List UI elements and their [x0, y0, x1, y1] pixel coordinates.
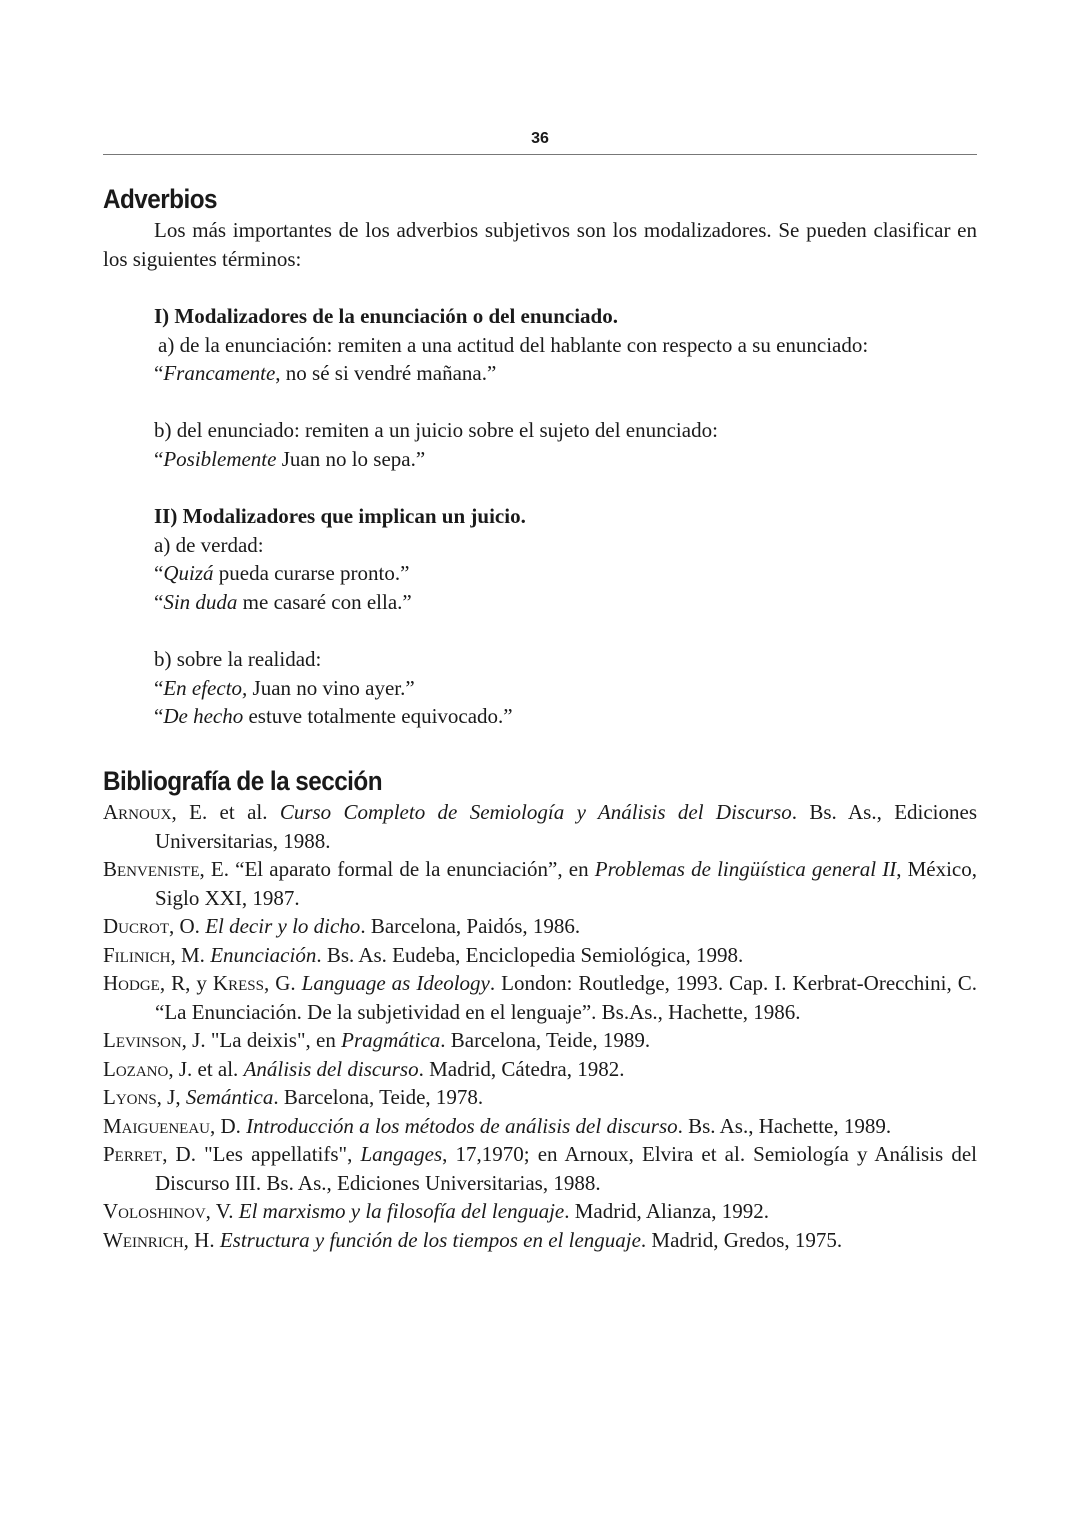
group-2-a-example-1: “Quizá pueda curarse pronto.”	[154, 561, 410, 585]
modalizadores-group-2	[154, 502, 977, 616]
bibliography-entry: Maigueneau, D. Introducción a los métodos de análisis del discurso. Bs. As., Hachette, 1989.	[103, 1113, 892, 1138]
bibliography-list	[103, 798, 977, 1254]
bibliography-entry: Levinson, J. "La deixis", en Pragmática. Barcelona, Teide, 1989.	[103, 1028, 651, 1052]
modalizadores-group-1	[154, 302, 977, 388]
bibliography-entry: Filinich, M. Enunciación. Bs. As. Eudeba, Enciclopedia Semiológica, 1998.	[103, 942, 744, 967]
bibliography-entry: Ducrot, O. El decir y lo dicho. Barcelona, Paidós, 1986.	[103, 914, 581, 938]
group-2-heading: II) Modalizadores que implican un juicio.	[154, 504, 526, 528]
group-1-a-example: “Francamente, no sé si vendré mañana.”	[154, 361, 497, 385]
group-2-b-text: b) sobre la realidad:	[154, 647, 322, 671]
intro-paragraph: Los más importantes de los adverbios subjetivos son los modalizadores. Se pueden clasificar en los siguientes términos:	[103, 218, 977, 271]
page-number: 36	[531, 130, 549, 147]
section-title-adverbios: Adverbios	[103, 184, 217, 214]
group-2-a-example-2: “Sin duda me casaré con ella.”	[154, 589, 412, 614]
bibliography-entry: Arnoux, E. et al. Curso Completo de Semiología y Análisis del Discurso. Bs. As., Ediciones Universitarias, 1988.	[103, 800, 978, 853]
group-1-b-example: “Posiblemente Juan no lo sepa.”	[154, 446, 426, 471]
bibliography-entry: Voloshinov, V. El marxismo y la filosofía del lenguaje. Madrid, Alianza, 1992.	[103, 1199, 769, 1223]
group-2-b-example-1: “En efecto, Juan no vino ayer.”	[154, 675, 415, 700]
bibliography-entry: Lozano, J. et al. Análisis del discurso. Madrid, Cátedra, 1982.	[103, 1056, 625, 1081]
group-1-heading: I) Modalizadores de la enunciación o del enunciado.	[154, 304, 618, 328]
modalizadores-group-2-b	[154, 645, 977, 731]
group-1-b-text: b) del enunciado: remiten a un juicio sobre el sujeto del enunciado:	[154, 418, 718, 442]
bibliography-entry: Perret, D. "Les appellatifs", Langages, 17,1970; en Arnoux, Elvira et al. Semiología y Análisis del Discurso III. Bs. As., Ediciones Universitarias, 1988.	[103, 1142, 977, 1195]
bibliography-entry: Weinrich, H. Estructura y función de los tiempos en el lenguaje. Madrid, Gredos, 1975.	[103, 1227, 843, 1252]
section-title-bibliografia: Bibliografía de la sección	[103, 766, 382, 796]
header-rule	[103, 154, 977, 155]
group-2-a-text: a) de verdad:	[154, 532, 264, 557]
group-2-b-example-2: “De hecho estuve totalmente equivocado.”	[154, 704, 513, 728]
bibliography-entry: Benveniste, E. “El aparato formal de la enunciación”, en Problemas de lingüística general II, México, Siglo XXI, 1987.	[103, 857, 977, 910]
bibliography-entry: Lyons, J, Semántica. Barcelona, Teide, 1978.	[103, 1085, 484, 1109]
group-1-a-text: a) de la enunciación: remiten a una actitud del hablante con respecto a su enunciado:	[158, 332, 869, 357]
modalizadores-group-1-b	[154, 416, 977, 473]
bibliography-entry: Hodge, R, y Kress, G. Language as Ideology. London: Routledge, 1993. Cap. I. Kerbrat-Orecchini, C. “La Enunciación. De la subjetividad en el lenguaje”. Bs.As., Hachette, 1986.	[103, 971, 977, 1024]
